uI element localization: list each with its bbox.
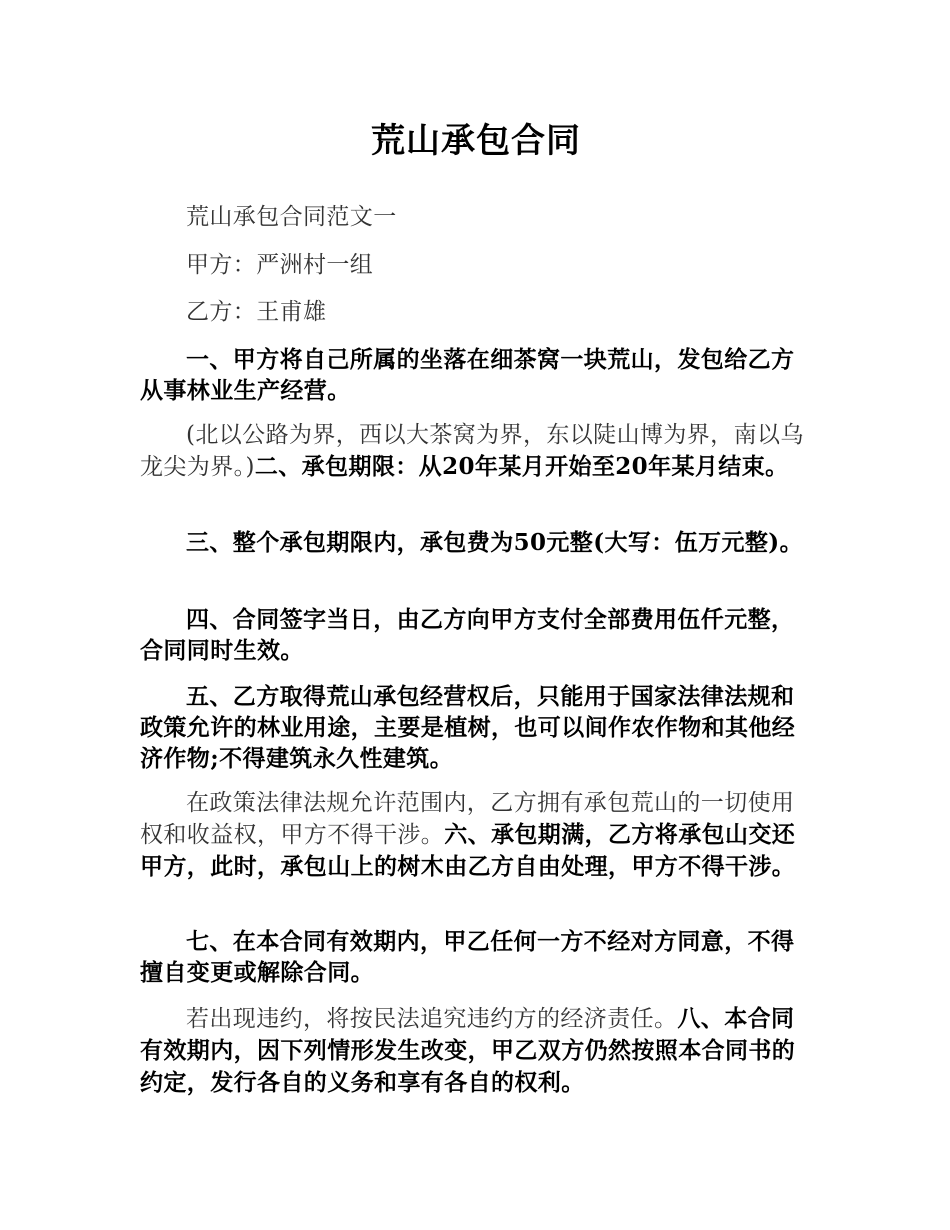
- clause-4: [140, 604, 812, 666]
- paragraph-text: 甲方：严洲村一组: [186, 252, 374, 278]
- breach-text: 若出现违约，将按民法追究违约方的经济责任。: [186, 1006, 678, 1032]
- paragraph-text: 七、在本合同有效期内，甲乙任何一方不经对方同意，不得擅自变更或解除合同。: [140, 928, 795, 986]
- clause-8-text: 八、本合同有效期内，因下列情形发生改变，甲乙双方仍然按照本合同书的约定，发行各自的义务和享有各自的权利。: [140, 1005, 796, 1096]
- clause-1: [140, 344, 812, 406]
- paragraph-party-a: [140, 250, 812, 281]
- document-title: 荒山承包合同: [371, 121, 581, 161]
- paragraph-party-b: [140, 297, 812, 328]
- paragraph-text: 乙方：王甫雄: [186, 299, 327, 325]
- paragraph-text: 五、乙方取得荒山承包经营权后，只能用于国家法律法规和政策允许的林业用途，主要是植树，也可以间作农作物和其他经济作物;不得建筑永久性建筑。: [140, 683, 796, 772]
- rights-text: 在政策法律法规允许范围内，乙方拥有承包荒山的一切使用权和收益权，甲方不得干涉。: [140, 790, 795, 848]
- clause-2-text: 二、承包期限：从20年某月开始至20年某月结束。: [254, 453, 789, 480]
- clause-7-breach: [140, 1003, 812, 1099]
- clause-5-rights: [140, 788, 812, 883]
- clause-7: [140, 926, 812, 988]
- paragraph-text: 一、甲方将自己所属的坐落在细茶窝一块荒山，发包给乙方从事林业生产经营。: [140, 346, 795, 404]
- paragraph-subtitle: [140, 202, 812, 233]
- paragraph-text: 荒山承包合同范文一: [186, 204, 397, 230]
- clause-1-boundaries: [140, 420, 812, 483]
- clause-5: [140, 681, 812, 774]
- clause-3: [140, 527, 812, 558]
- paragraph-text: 三、整个承包期限内，承包费为50元整(大写：伍万元整)。: [186, 529, 803, 556]
- boundaries-text: (北以公路为界，西以大茶窝为界，东以陡山博为界，南以乌龙尖为界。): [140, 422, 804, 480]
- clause-6-text: 六、承包期满，乙方将承包山交还甲方，此时，承包山上的树木由乙方自由处理，甲方不得干涉。: [140, 821, 796, 880]
- paragraph-text: 四、合同签字当日，由乙方向甲方支付全部费用伍仟元整，合同同时生效。: [140, 606, 795, 664]
